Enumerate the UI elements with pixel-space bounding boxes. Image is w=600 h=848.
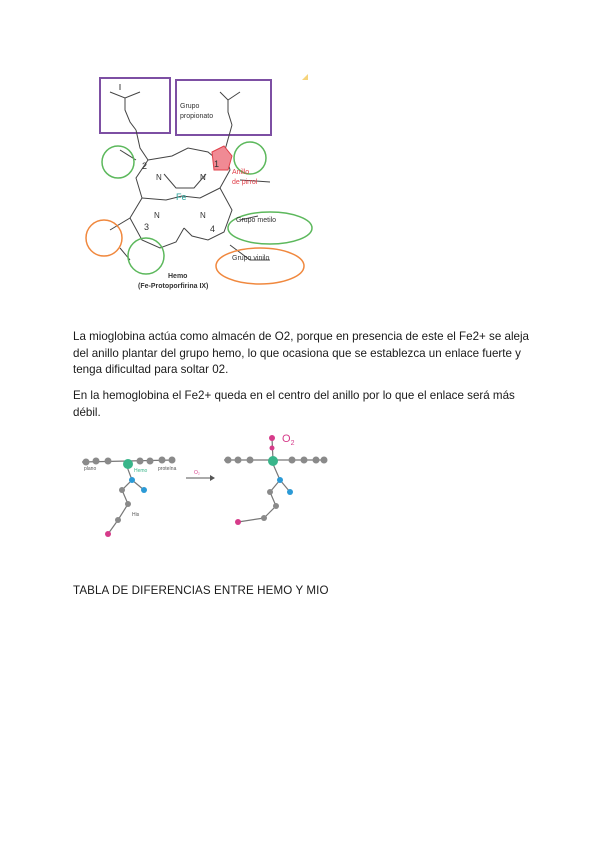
fe-atom-left bbox=[123, 459, 133, 469]
vinyl-ellipse-right bbox=[216, 248, 304, 284]
vinyl-label: Grupo vinilo bbox=[232, 255, 270, 262]
n-label-2: N bbox=[200, 173, 206, 182]
n-label-1: N bbox=[156, 173, 162, 182]
paragraph-mioglobina: La mioglobina actúa como almacén de O2, porque en presencia de este el Fe2+ se aleja del anillo plantar del grupo hemo, lo que ocasiona que se establezca un enlace fuerte y tenga dificultad para soltar 02. bbox=[73, 330, 529, 376]
ring-label-2: 2 bbox=[142, 161, 148, 171]
table-title: TABLA DE DIFERENCIAS ENTRE HEMO Y MIO bbox=[73, 584, 329, 597]
hemo-label: Hemo bbox=[134, 468, 148, 474]
methyl-circle-top-left bbox=[102, 146, 134, 178]
his-label: His bbox=[132, 512, 140, 518]
pyrrole-label-line1: Anillo bbox=[232, 169, 250, 176]
heme-caption-line2: (Fe-Protoporfirina IX) bbox=[138, 283, 209, 290]
vinyl-circle-left bbox=[86, 220, 122, 256]
fe-atom-right bbox=[268, 456, 278, 466]
arrow-o2-label: O₂ bbox=[194, 470, 200, 476]
n-label-3: N bbox=[154, 211, 160, 220]
pyrrole-label-line2: de pirrol bbox=[232, 179, 258, 186]
methyl-circle-bottom bbox=[128, 238, 164, 274]
ring-label-3: 3 bbox=[144, 222, 150, 232]
methyl-label: Grupo metilo bbox=[236, 217, 277, 224]
o2-label: $O_2$ bbox=[282, 433, 295, 447]
protein-label: proteína bbox=[158, 466, 177, 472]
heme-caption-line1: Hemo bbox=[168, 273, 188, 280]
fe-label: Fe bbox=[176, 192, 187, 202]
paragraph-hemoglobina: En la hemoglobina el Fe2+ queda en el centro del anillo por lo que el enlace será más débil. bbox=[73, 389, 515, 419]
fe-o2-binding-figure bbox=[78, 430, 340, 542]
ring-label-1: 1 bbox=[214, 159, 220, 169]
propionate-label-line1: Grupo bbox=[180, 103, 200, 110]
n-label-4: N bbox=[200, 211, 206, 220]
propionate-box-left bbox=[100, 78, 170, 133]
plane-label: plano bbox=[84, 466, 97, 472]
o2-atom bbox=[269, 435, 275, 441]
propionate-label-line2: propionato bbox=[180, 113, 214, 120]
ring-label-4: 4 bbox=[210, 224, 216, 234]
heme-structure-figure bbox=[80, 70, 320, 300]
